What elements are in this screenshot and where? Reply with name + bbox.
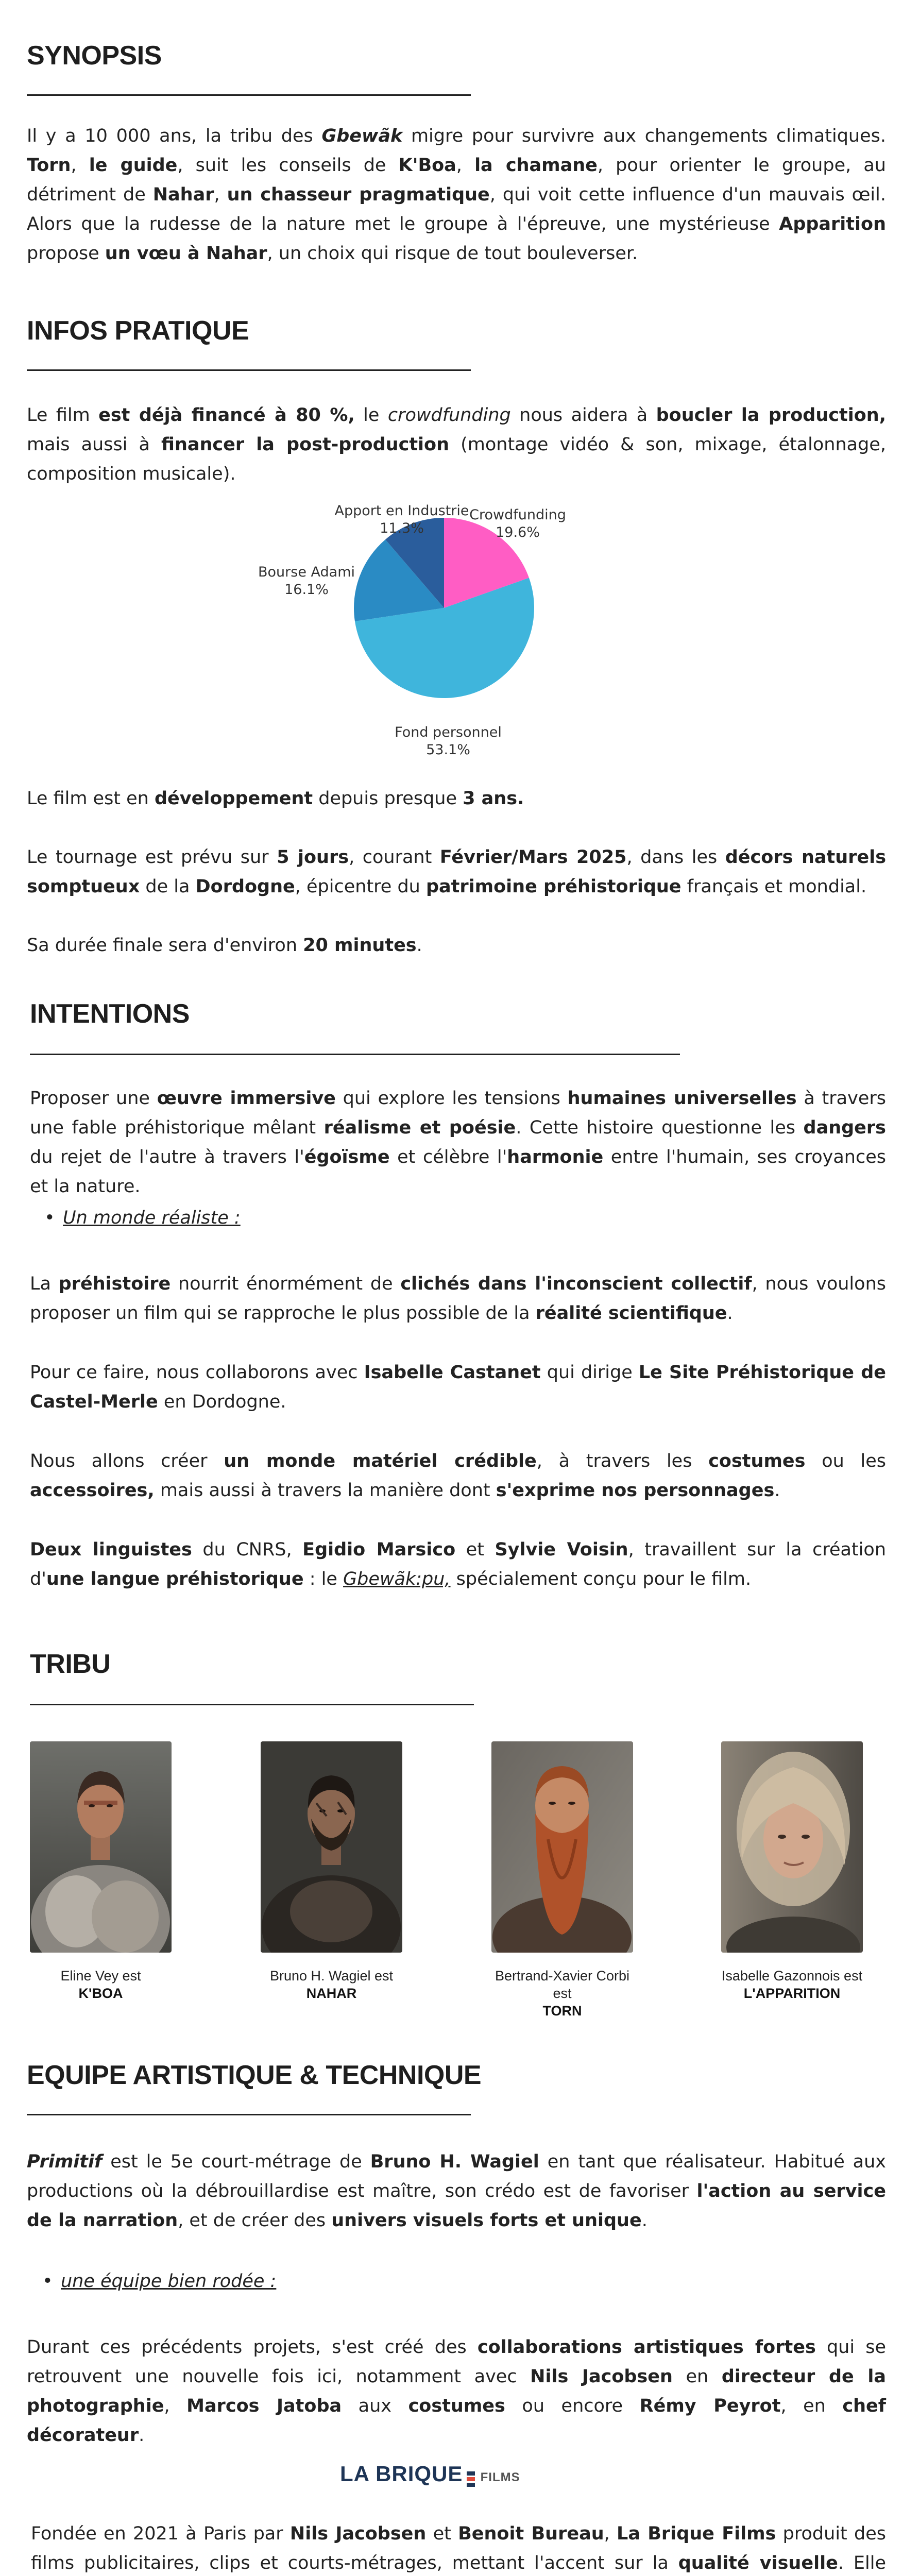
text-run: une langue préhistorique [46,1569,304,1589]
text-run: . [727,1303,733,1324]
tribu-title: TRIBU [30,1649,111,1679]
text-run: Le Site Préhistorique de Castel-Merle [30,1362,886,1412]
text-run: harmonie [507,1147,604,1167]
text-run: décors naturels somptueux [27,847,887,897]
text-run: chef décorateur [27,2396,886,2446]
text-run: un vœu à Nahar [105,243,267,264]
financing-paragraph [27,401,886,489]
collaborations-paragraph [27,2333,886,2450]
text-run: s'exprime nos personnages [496,1480,775,1501]
text-run: accessoires, [30,1480,155,1501]
text-run: , dans les [626,847,725,868]
torn-actor: Bertrand-Xavier Corbi est [495,1968,630,2001]
nahar-actor: Bruno H. Wagiel est [269,1968,394,1984]
text-run: crowdfunding [387,405,511,426]
text-run: Torn [27,155,71,176]
text-run: en tant que réalisateur. Habitué aux productions où la débrouillardise est maître, son crédo est de favoriser [27,2151,886,2201]
text-run: , et de créer des [178,2210,332,2231]
cast-card-torn [491,1741,633,2020]
kboa-actor: Eline Vey est [60,1968,141,1984]
text-run: et célèbre l' [389,1147,507,1167]
text-run: réalisme et poésie [323,1117,516,1138]
prehistoire-paragraph [30,1269,886,1328]
text-run: préhistoire [58,1274,171,1294]
text-run: œuvre immersive [157,1088,336,1109]
pie-label-apport-name: Apport en Industrie [334,503,469,519]
torn-role: TORN [542,2003,582,2019]
text-run: mais aussi à [27,434,162,455]
castanet-paragraph [30,1358,886,1417]
text-run: , épicentre du [295,876,426,897]
cast-card-apparition [721,1741,863,2002]
text-run: Février/Mars 2025 [439,847,627,868]
text-run: humaines universelles [567,1088,797,1109]
equipe-title: EQUIPE ARTISTIQUE & TECHNIQUE [27,2060,482,2090]
shooting-paragraph [27,843,886,902]
text-run: Durant ces précédents projets, s'est créé des [27,2337,478,2358]
pie-label-adami [247,564,366,599]
la-brique-logo-main: LA BRIQUE [340,2462,463,2486]
text-run: , [71,155,89,176]
text-run: depuis presque [313,788,463,809]
nahar-role: NAHAR [306,1986,357,2001]
text-run: . Elle [838,2553,886,2573]
torn-photo [491,1741,633,1953]
text-run: Marcos Jatoba [186,2396,342,2416]
text-run: Le tournage est prévu sur [27,847,277,868]
pie-label-fond-name: Fond personnel [395,724,502,740]
text-run: Isabelle Castanet [364,1362,541,1383]
text-run: spécialement conçu pour le film. [450,1569,752,1589]
text-run: , travaillent sur la création d' [30,1539,887,1589]
text-run: produit des films publicitaires, clips et courts-métrages, mettant l'accent sur la [31,2523,887,2573]
text-run: , un choix qui risque de tout bouleverser. [267,243,638,264]
text-run: Sa durée finale sera d'environ [27,935,303,956]
text-run: Proposer une [30,1088,157,1109]
text-run: : le [303,1569,344,1589]
text-run: est déjà financé à 80 %, [98,405,355,426]
infos-title: INFOS PRATIQUE [27,316,249,346]
cast-card-nahar [261,1741,402,2002]
text-run: La Brique Films [617,2523,776,2544]
text-run: ou encore [505,2396,640,2416]
text-run: , nous voulons proposer un film qui se rapproche le plus possible de la [30,1274,886,1324]
text-run: , pour orienter le groupe, au détriment de [27,155,886,205]
text-run: . Cette histoire questionne les [516,1117,804,1138]
text-run: qui dirige [540,1362,639,1383]
kboa-photo [30,1741,172,1953]
intentions-paragraph [30,1084,886,1201]
equipe-divider [27,2114,471,2115]
text-run: Il y a 10 000 ans, la tribu des [27,126,322,146]
text-run: du rejet de l'autre à travers l' [30,1147,304,1167]
text-run: qui se retrouvent une nouvelle fois ici, notamment avec [27,2337,886,2387]
text-run: , [604,2523,617,2544]
pie-label-crowdfunding-value: 19.6% [496,524,540,540]
text-run: Pour ce faire, nous collaborons avec [30,1362,364,1383]
bullet-monde-realiste: • Un monde réaliste : [63,1204,241,1233]
kboa-role: K'BOA [78,1986,123,2001]
pie-label-apport-value: 11.3% [380,520,424,536]
text-run: Gbewãk:pu, [343,1569,451,1589]
text-run: . [774,1480,780,1501]
text-run: directeur de la photographie [27,2366,887,2416]
text-run: . [416,935,422,956]
apparition-role: L'APPARITION [743,1986,841,2001]
text-run: mais aussi à travers la manière dont [154,1480,496,1501]
text-run: Apparition [779,214,886,234]
text-run: , [164,2396,187,2416]
synopsis-divider [27,94,471,96]
text-run: en [672,2366,722,2387]
synopsis-title: SYNOPSIS [27,41,162,71]
apparition-actor: Isabelle Gazonnois est [721,1968,863,1984]
development-paragraph [27,784,886,814]
text-run: K'Boa [398,155,456,176]
cast-card-kboa [30,1741,172,2002]
text-run: un chasseur pragmatique [227,184,490,205]
text-run: . [641,2210,648,2231]
text-run: migre pour survivre aux changements climatiques. [402,126,886,146]
text-run: , [214,184,227,205]
text-run: costumes [708,1451,806,1471]
text-run: l'action au service de la narration [27,2181,886,2231]
text-run: la chamane [474,155,598,176]
labrique-paragraph [31,2519,886,2576]
nahar-photo [261,1741,402,1953]
pie-label-apport [325,502,479,537]
text-run: Rémy Peyrot [639,2396,781,2416]
la-brique-logo-mark [467,2471,475,2487]
intentions-title: INTENTIONS [30,999,190,1029]
text-run: aux [342,2396,408,2416]
text-run: Benoit Bureau [458,2523,604,2544]
text-run: costumes [408,2396,505,2416]
text-run: égoïsme [304,1147,390,1167]
linguistes-paragraph [30,1535,886,1594]
text-run: boucler la production, [656,405,886,426]
infos-divider [27,369,471,371]
pie-label-fond-value: 53.1% [426,742,470,758]
pie-label-adami-name: Bourse Adami [258,564,355,580]
text-run: nourrit énormément de [171,1274,401,1294]
la-brique-films-logo [340,2462,520,2493]
text-run: le [354,405,388,426]
text-run: ou les [805,1451,887,1471]
text-run: est le 5e court-métrage de [102,2151,370,2172]
financing-pie-chart [351,515,537,701]
text-run: Gbewãk [321,126,403,146]
text-run: Primitif [27,2151,103,2172]
text-run: , qui voit cette influence d'un mauvais œil. Alors que la rudesse de la nature met le groupe à l'épreuve, une mystérieuse [27,184,887,234]
text-run: Nahar [152,184,214,205]
pie-label-adami-value: 16.1% [284,582,329,598]
la-brique-logo-sub: FILMS [480,2470,520,2484]
text-run: du CNRS, [192,1539,303,1560]
text-run: La [30,1274,59,1294]
text-run: nous aidera à [510,405,656,426]
text-run: , à travers les [536,1451,709,1471]
pie-label-fond [381,724,515,759]
text-run: à travers une fable préhistorique mêlant [30,1088,886,1138]
intentions-divider [30,1054,680,1055]
text-run: qualité visuelle [678,2553,838,2573]
text-run: réalité scientifique [535,1303,727,1324]
text-run: qui explore les tensions [335,1088,568,1109]
text-run: entre l'humain, ses croyances et la nature. [30,1147,886,1197]
text-run: Fondée en 2021 à Paris par [31,2523,290,2544]
text-run: , [456,155,475,176]
synopsis-paragraph [27,122,886,268]
text-run: Nous allons créer [30,1451,224,1471]
text-run: le guide [89,155,178,176]
text-run: , en [780,2396,843,2416]
text-run: développement [155,788,313,809]
text-run: Le film [27,405,99,426]
text-run: dangers [803,1117,887,1138]
text-run: un monde matériel crédible [224,1451,537,1471]
primitif-paragraph [27,2147,886,2235]
text-run: Dordogne [195,876,295,897]
text-run: Le film est en [27,788,155,809]
text-run: Nils Jacobsen [289,2523,427,2544]
text-run: Deux linguistes [30,1539,192,1560]
text-run: propose [27,243,105,264]
bullet-equipe-rodee: • une équipe bien rodée : [61,2267,276,2296]
text-run: et [426,2523,458,2544]
text-run: financer la post-production [161,434,450,455]
text-run: et [455,1539,495,1560]
text-run: patrimoine préhistorique [425,876,682,897]
duration-paragraph [27,931,886,960]
text-run: , courant [349,847,440,868]
text-run: , suit les conseils de [177,155,399,176]
pie-label-crowdfunding-name: Crowdfunding [469,507,566,523]
text-run: univers visuels forts et unique [331,2210,642,2231]
text-run: Bruno H. Wagiel [370,2151,539,2172]
text-run: 5 jours [277,847,349,868]
text-run: Nils Jacobsen [530,2366,673,2387]
text-run: . [139,2425,145,2446]
text-run: clichés dans l'inconscient collectif [400,1274,752,1294]
text-run: Egidio Marsico [302,1539,456,1560]
text-run: 3 ans. [463,788,524,809]
tribu-divider [30,1704,474,1705]
pie-label-crowdfunding [461,506,574,541]
text-run: collaborations artistiques fortes [477,2337,816,2358]
text-run: de la [140,876,196,897]
text-run: (montage vidéo & son, mixage, étalonnage, composition musicale). [27,434,886,484]
text-run: en Dordogne. [158,1392,286,1412]
text-run: Sylvie Voisin [495,1539,628,1560]
materiel-paragraph [30,1447,886,1505]
text-run: français et mondial. [681,876,867,897]
text-run: 20 minutes [303,935,417,956]
apparition-photo [721,1741,863,1953]
